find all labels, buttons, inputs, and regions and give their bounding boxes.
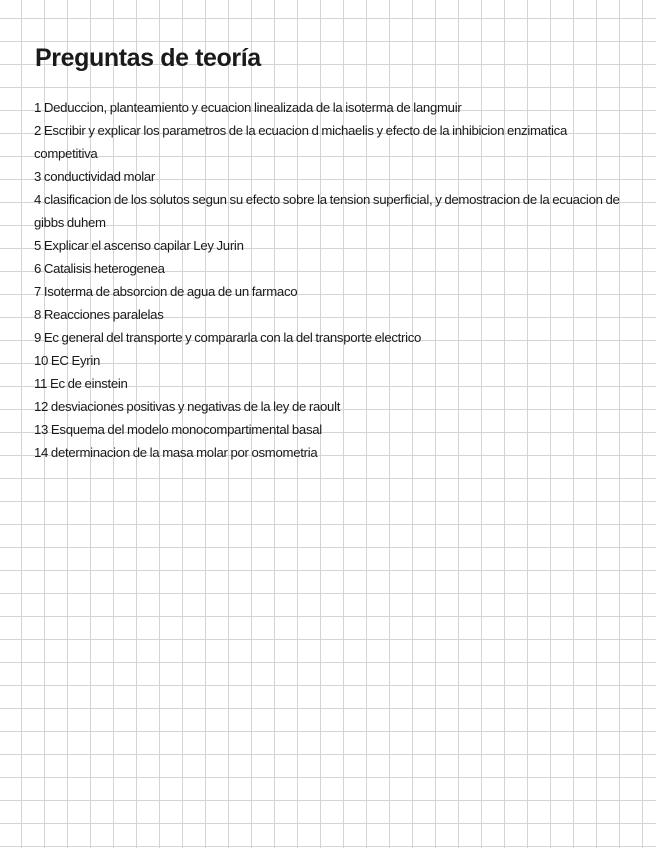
- question-item: 11 Ec de einstein: [34, 376, 128, 391]
- question-item: 13 Esquema del modelo monocompartimental basal: [34, 422, 322, 437]
- question-item: 9 Ec general del transporte y compararla con la del transporte electrico: [34, 330, 422, 345]
- question-item: 5 Explicar el ascenso capilar Ley Jurin: [34, 238, 244, 253]
- question-item: 14 determinacion de la masa molar por osmometria: [34, 445, 318, 460]
- question-item: 8 Reacciones paralelas: [34, 307, 164, 322]
- page-title: Preguntas de teoría: [35, 44, 261, 72]
- question-item: 6 Catalisis heterogenea: [34, 261, 165, 276]
- question-item: 1 Deduccion, planteamiento y ecuacion linealizada de la isoterma de langmuir: [34, 100, 462, 115]
- question-item: 10 EC Eyrin: [34, 353, 101, 368]
- question-item: 7 Isoterma de absorcion de agua de un farmaco: [34, 284, 298, 299]
- question-item: 12 desviaciones positivas y negativas de la ley de raoult: [34, 399, 341, 414]
- question-list: [34, 96, 624, 464]
- question-item: 2 Escribir y explicar los parametros de la ecuacion d michaelis y efecto de la inhibicion enzimatica competitiva: [34, 123, 567, 161]
- question-item: 3 conductividad molar: [34, 169, 155, 184]
- question-item: 4 clasificacion de los solutos segun su efecto sobre la tension superficial, y demostracion de la ecuacion de gibbs duhem: [34, 192, 620, 230]
